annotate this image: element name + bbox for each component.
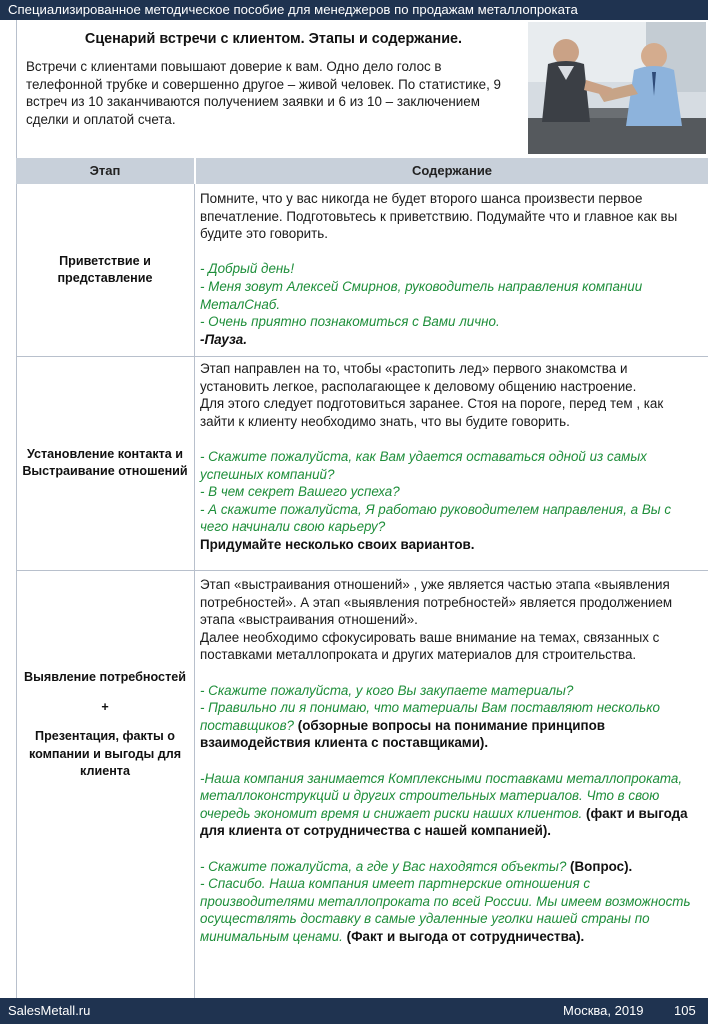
script-line: - Скажите пожалуйста, как Вам удается оставаться одной из самых успешных компаний?	[200, 448, 647, 482]
document-header-bar	[0, 0, 708, 20]
bold-note: (обзорные вопросы на понимание принципов взаимодействия клиента с поставщиками).	[200, 717, 606, 751]
stage-label: Презентация, факты о компании и выгоды для клиента	[28, 729, 182, 779]
pause-note: -Пауза.	[200, 331, 247, 347]
footer-city-year: Москва, 2019	[563, 1003, 644, 1018]
intro-section	[26, 22, 521, 128]
page-number: 105	[674, 1003, 696, 1018]
document-header-title: Специализированное методическое пособие для менеджеров по продажам металлопроката	[8, 2, 578, 17]
column-divider	[194, 184, 195, 998]
stage-greeting	[16, 184, 194, 356]
mixed-line	[200, 875, 700, 945]
script-line: - Спасибо. Наша компания имеет партнерские отношения с производителями металлопроката по всей России. Мы имеем возможность осуществлять доставку в самые удаленные уголки нашей страны по минимальным ценами.	[200, 876, 691, 944]
meeting-photo	[528, 22, 706, 154]
script-line: - А скажите пожалуйста, Я работаю руководителем направления, а Вы с чего начинали свою карьеру?	[200, 501, 672, 535]
stage-needs-presentation	[16, 570, 194, 880]
column-header-stage: Этап	[16, 158, 194, 184]
intro-heading: Сценарий встречи с клиентом. Этапы и содержание.	[84, 31, 463, 47]
spacer	[200, 243, 700, 261]
stage-label: Приветствие и представление	[57, 253, 153, 285]
content-needs-presentation	[200, 576, 700, 945]
bold-instruction: Придумайте несколько своих вариантов.	[200, 536, 475, 552]
meeting-photo-illustration	[528, 22, 706, 154]
stage-label: Установление контакта и Выстраивание отношений	[22, 446, 188, 478]
spacer	[200, 664, 700, 682]
bold-note: (Вопрос).	[566, 858, 633, 874]
content-greeting	[200, 190, 700, 348]
content-paragraph: Этап «выстраивания отношений» , уже является частью этапа «выявления потребностей». А этап «выявления потребностей» является продолжением этапа «выстраивания отношений».	[200, 577, 673, 628]
spacer	[200, 840, 700, 858]
stage-label: Выявление потребностей	[24, 670, 186, 685]
script-line: - Скажите пожалуйста, у кого Вы закупаете материалы?	[200, 682, 574, 698]
script-line: - Меня зовут Алексей Смирнов, руководитель направления компании МеталСнаб.	[200, 278, 643, 312]
content-paragraph: Помните, что у вас никогда не будет второго шанса произвести первое впечатление. Подготовьтесь к приветствию. Подумайте что и главное как вы будите это говорить.	[200, 191, 678, 242]
content-paragraph: Этап направлен на то, чтобы «растопить лед» первого знакомства и установить легкое, располагающее к деловому общению настроение.	[200, 361, 637, 394]
column-header-content: Содержание	[196, 158, 708, 184]
bold-note: (Факт и выгода от сотрудничества).	[342, 928, 585, 944]
script-line: -Наша компания занимается Комплексными поставками металлопроката, металлоконструкций и других строительных материалов. Что в свою очередь экономит время и снижает риски наших клиентов.	[200, 770, 683, 821]
script-line: - Скажите пожалуйста, а где у Вас находятся объекты?	[200, 858, 567, 874]
content-paragraph: Далее необходимо сфокусировать ваше внимание на темах, связанных с поставками металлопроката и других материалов для строительства.	[200, 629, 660, 663]
footer-site: SalesMetall.ru	[8, 1003, 91, 1018]
script-line: - В чем секрет Вашего успеха?	[200, 484, 400, 500]
script-line: - Добрый день!	[200, 261, 295, 277]
stage-contact	[16, 356, 194, 570]
document-footer-bar	[0, 998, 708, 1024]
mixed-line	[200, 699, 700, 752]
mixed-line	[200, 858, 700, 876]
content-paragraph: Для этого следует подготовиться заранее. Стоя на пороге, перед тем , как зайти к клиенту необходимо знать, что вы будите говорить.	[200, 396, 664, 429]
script-line: - Очень приятно познакомиться с Вами лично.	[200, 314, 500, 330]
script-line: - Правильно ли я понимаю, что материалы Вам поставляют несколько поставщиков?	[200, 700, 660, 733]
bold-note: (факт и выгода для клиента от сотрудничества с нашей компанией).	[200, 805, 688, 839]
content-contact	[200, 360, 700, 554]
stage-plus: +	[101, 699, 109, 714]
mixed-line	[200, 770, 700, 840]
spacer	[200, 430, 700, 448]
spacer	[200, 752, 700, 770]
intro-text: Встречи с клиентами повышают доверие к вам. Одно дело голос в телефонной трубке и совершенно другое – живой человек. По статистике, 9 встреч из 10 заканчиваются получением заявки и 6 из 10 – заключением сделки и оплатой счета.	[26, 59, 501, 127]
